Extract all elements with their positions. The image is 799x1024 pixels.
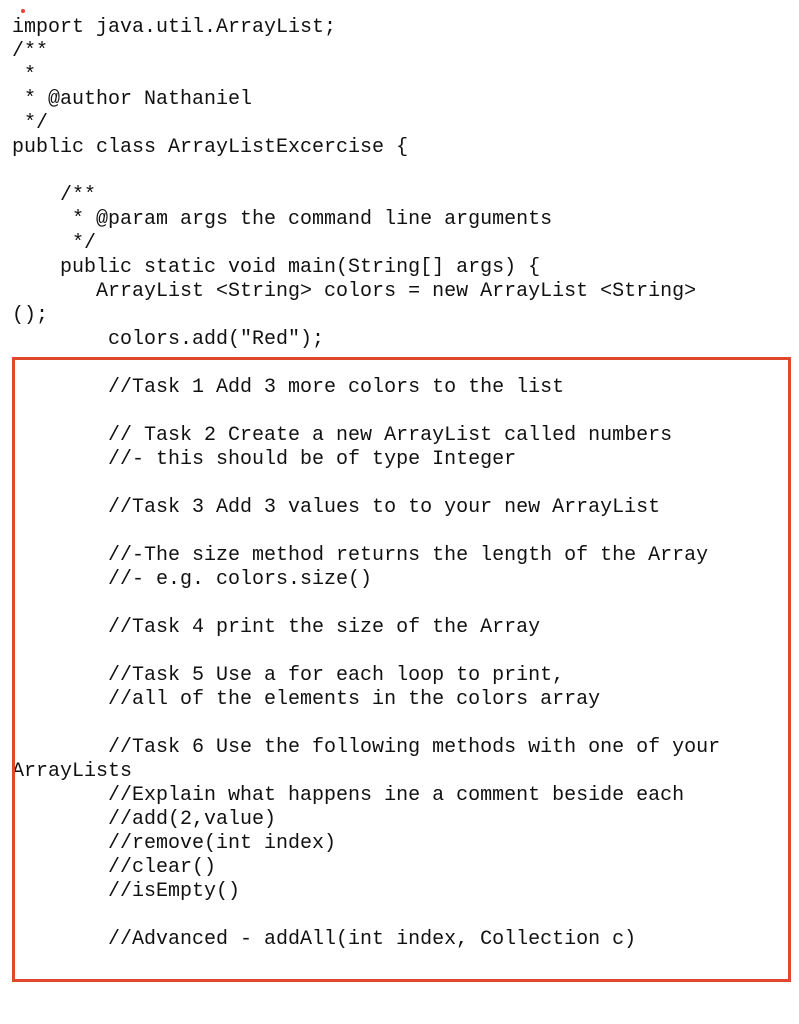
code-line: //add(2,value) [0,808,277,831]
code-line: /** [0,184,97,207]
code-line: ArrayLists [0,760,133,783]
task-highlight-box [12,357,791,982]
code-line: //Task 6 Use the following methods with one of your [0,736,721,759]
code-line: //- this should be of type Integer [0,448,517,471]
code-line: ArrayList <String> colors = new ArrayList <String> [0,280,697,303]
code-line: //Task 1 Add 3 more colors to the list [0,376,565,399]
code-line: //all of the elements in the colors array [0,688,601,711]
code-line: * @author Nathaniel [0,88,253,111]
code-line: * @param args the command line arguments [0,208,553,231]
code-line: //Explain what happens ine a comment beside each [0,784,685,807]
code-line: //Task 5 Use a for each loop to print, [0,664,565,687]
code-line: (); [0,304,49,327]
marker-dot [21,9,25,13]
code-line: public static void main(String[] args) { [0,256,541,279]
code-line: //- e.g. colors.size() [0,568,373,591]
code-line: //isEmpty() [0,880,241,903]
code-line: colors.add("Red"); [0,328,325,351]
code-line: //remove(int index) [0,832,337,855]
code-line: // Task 2 Create a new ArrayList called numbers [0,424,673,447]
code-line: public class ArrayListExcercise { [0,136,409,159]
code-line: //clear() [0,856,217,879]
code-line: //-The size method returns the length of the Array [0,544,709,567]
code-line: /** [0,40,49,63]
code-line: * [0,64,37,87]
code-line: import java.util.ArrayList; [0,16,337,39]
code-line: */ [0,232,97,255]
code-line: //Task 3 Add 3 values to to your new ArrayList [0,496,661,519]
code-line: */ [0,112,49,135]
code-line: //Task 4 print the size of the Array [0,616,541,639]
code-line: //Advanced - addAll(int index, Collection c) [0,928,637,951]
